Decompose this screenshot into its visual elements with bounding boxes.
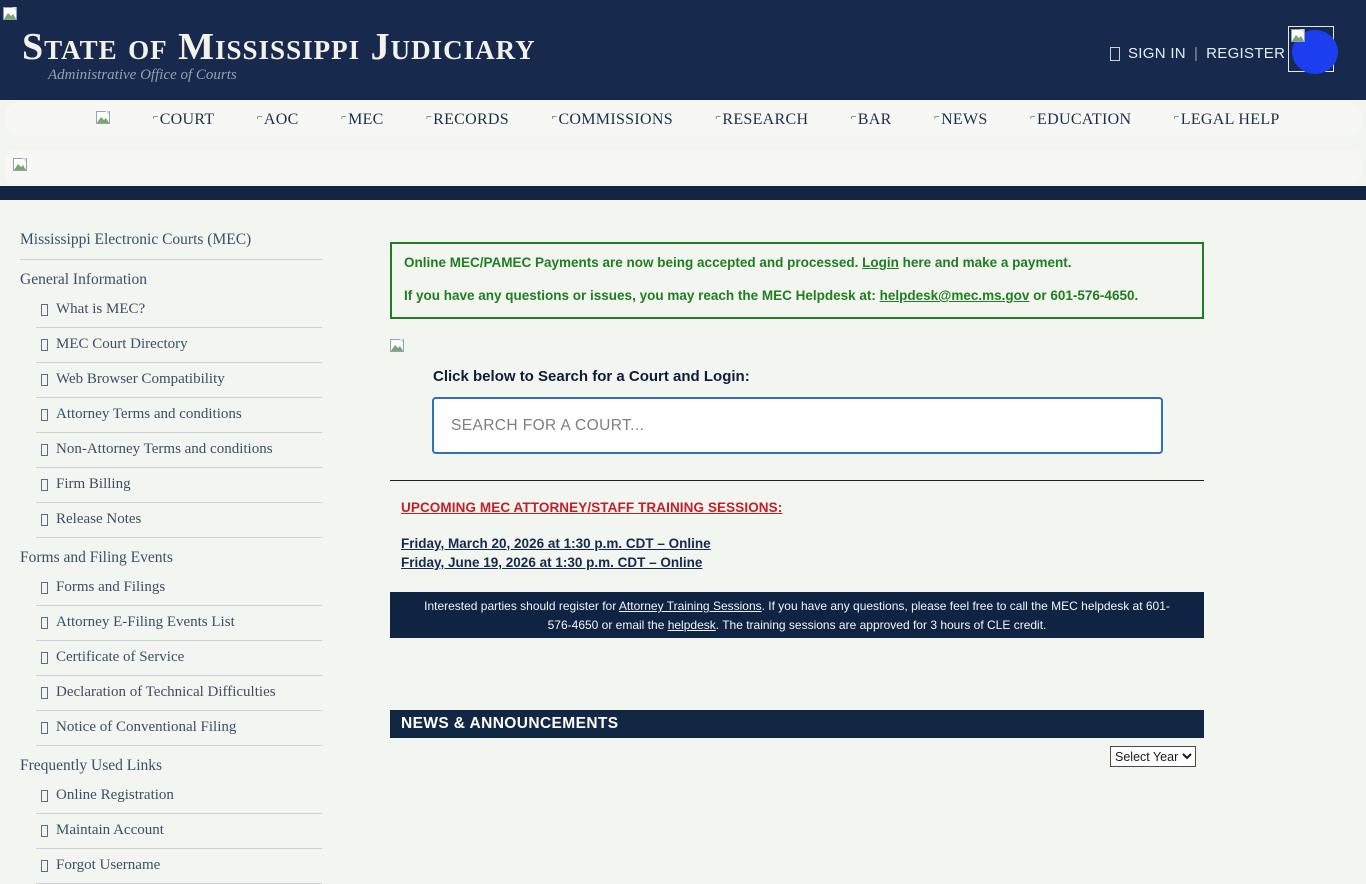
placeholder-box-icon xyxy=(41,374,48,386)
training-session-march-link[interactable]: Friday, March 20, 2026 at 1:30 p.m. CDT – Online xyxy=(401,536,711,551)
sidebar-item-attorney-efiling-events-list[interactable]: Attorney E-Filing Events List xyxy=(36,606,322,641)
sidebar-section-frequently-used-links: Frequently Used Links xyxy=(20,757,163,774)
account-divider: | xyxy=(1193,45,1199,62)
helpdesk-email-link[interactable]: helpdesk@mec.ms.gov xyxy=(879,288,1030,303)
brand xyxy=(22,28,536,84)
broken-image-icon xyxy=(390,339,1204,352)
placeholder-box-icon xyxy=(41,687,48,699)
placeholder-box-icon xyxy=(41,652,48,664)
site-title: State of Mississippi Judiciary xyxy=(22,26,536,68)
caret-icon: ⌐ xyxy=(341,111,348,123)
placeholder-box-icon xyxy=(41,444,48,456)
sidebar-item-maintain-account[interactable]: Maintain Account xyxy=(36,814,322,849)
sidebar xyxy=(20,226,322,884)
register-link[interactable]: REGISTER xyxy=(1206,45,1286,62)
caret-icon: ⌐ xyxy=(551,111,558,123)
placeholder-box-icon xyxy=(41,409,48,421)
broken-image-icon xyxy=(1291,29,1305,47)
sidebar-item-web-browser-compatibility[interactable]: Web Browser Compatibility xyxy=(36,363,322,398)
payment-notice-box xyxy=(390,242,1204,319)
placeholder-box-icon xyxy=(41,582,48,594)
nav-item-records[interactable]: ⌐RECORDS xyxy=(426,110,509,128)
sidebar-item-attorney-terms[interactable]: Attorney Terms and conditions xyxy=(36,398,322,433)
user-icon xyxy=(1110,47,1120,61)
sidebar-item-what-is-mec[interactable]: What is MEC? xyxy=(36,293,322,328)
sidebar-item-forms-and-filings[interactable]: Forms and Filings xyxy=(36,571,322,606)
training-session-june-link[interactable]: Friday, June 19, 2026 at 1:30 p.m. CDT – Online xyxy=(401,555,703,570)
caret-icon: ⌐ xyxy=(1173,111,1180,123)
facebook-icon[interactable] xyxy=(1288,26,1334,72)
sidebar-item-certificate-of-service[interactable]: Certificate of Service xyxy=(36,641,322,676)
training-info-box: Interested parties should register for Attorney Training Sessions. If you have any questions, please feel free to call the MEC helpdesk at 601-576-4650 or email the helpdesk. The training sessions are approved for 3 hours of CLE credit. xyxy=(390,592,1204,638)
helpdesk-link[interactable]: helpdesk xyxy=(667,618,716,632)
sidebar-item-online-registration[interactable]: Online Registration xyxy=(36,779,322,814)
year-filter-row xyxy=(390,746,1204,767)
placeholder-box-icon xyxy=(41,339,48,351)
training-sessions-list xyxy=(401,534,1204,572)
sidebar-item-firm-billing[interactable]: Firm Billing xyxy=(36,468,322,503)
caret-icon: ⌐ xyxy=(1030,111,1037,123)
nav-item-bar[interactable]: ⌐BAR xyxy=(850,110,892,128)
nav-item-legal-help[interactable]: ⌐LEGAL HELP xyxy=(1173,110,1280,128)
caret-icon: ⌐ xyxy=(715,111,722,123)
placeholder-box-icon xyxy=(41,790,48,802)
caret-icon: ⌐ xyxy=(256,111,263,123)
section-divider xyxy=(390,480,1204,481)
training-sessions-heading: UPCOMING MEC ATTORNEY/STAFF TRAINING SESSIONS: xyxy=(401,500,783,515)
broken-image-icon xyxy=(13,158,27,176)
nav-item-court[interactable]: ⌐COURT xyxy=(152,110,215,128)
sidebar-section-forms-and-filing-events: Forms and Filing Events xyxy=(20,549,173,566)
sidebar-item-release-notes[interactable]: Release Notes xyxy=(36,503,322,538)
account-links xyxy=(1110,45,1285,62)
main-navigation xyxy=(5,103,1361,136)
placeholder-box-icon xyxy=(41,617,48,629)
nav-item-mec[interactable]: ⌐MEC xyxy=(341,110,384,128)
sidebar-item-non-attorney-terms[interactable]: Non-Attorney Terms and conditions xyxy=(36,433,322,468)
payment-notice-line2: If you have any questions or issues, you may reach the MEC Helpdesk at: helpdesk@mec.ms.gov or 601-576-4650. xyxy=(404,288,1139,303)
caret-icon: ⌐ xyxy=(152,111,159,123)
sidebar-section-general-information: General Information xyxy=(20,271,147,288)
nav-item-commissions[interactable]: ⌐COMMISSIONS xyxy=(551,110,673,128)
nav-item-education[interactable]: ⌐EDUCATION xyxy=(1030,110,1132,128)
news-announcements-header: NEWS & ANNOUNCEMENTS xyxy=(390,710,1204,738)
sign-in-link[interactable]: SIGN IN xyxy=(1128,45,1186,62)
site-subtitle: Administrative Office of Courts xyxy=(48,67,237,83)
placeholder-box-icon xyxy=(41,479,48,491)
main-content xyxy=(390,242,1204,767)
sidebar-item-mec-court-directory[interactable]: MEC Court Directory xyxy=(36,328,322,363)
breadcrumb xyxy=(5,150,1361,184)
placeholder-box-icon xyxy=(41,514,48,526)
court-search-input[interactable] xyxy=(432,397,1163,454)
court-search-label: Click below to Search for a Court and Login: xyxy=(433,368,750,385)
divider-strip xyxy=(0,186,1366,200)
placeholder-box-icon xyxy=(41,722,48,734)
attorney-training-sessions-link[interactable]: Attorney Training Sessions xyxy=(618,599,762,613)
login-link[interactable]: Login xyxy=(862,255,899,270)
sidebar-item-declaration-of-technical-difficulties[interactable]: Declaration of Technical Difficulties xyxy=(36,676,322,711)
caret-icon: ⌐ xyxy=(934,111,941,123)
home-icon[interactable] xyxy=(96,111,110,129)
caret-icon: ⌐ xyxy=(850,111,857,123)
year-select[interactable] xyxy=(1110,746,1196,767)
caret-icon: ⌐ xyxy=(426,111,433,123)
sidebar-title: Mississippi Electronic Courts (MEC) xyxy=(20,226,322,260)
nav-item-research[interactable]: ⌐RESEARCH xyxy=(715,110,809,128)
page-header xyxy=(0,0,1366,100)
sidebar-item-notice-of-conventional-filing[interactable]: Notice of Conventional Filing xyxy=(36,711,322,746)
payment-notice-line1: Online MEC/PAMEC Payments are now being accepted and processed. Login here and make a payment. xyxy=(404,255,1072,270)
nav-item-news[interactable]: ⌐NEWS xyxy=(934,110,988,128)
placeholder-box-icon xyxy=(41,860,48,872)
nav-item-aoc[interactable]: ⌐AOC xyxy=(256,110,299,128)
placeholder-box-icon xyxy=(41,825,48,837)
placeholder-box-icon xyxy=(41,304,48,316)
broken-image-icon xyxy=(3,7,17,25)
sidebar-item-forgot-username[interactable]: Forgot Username xyxy=(36,849,322,884)
